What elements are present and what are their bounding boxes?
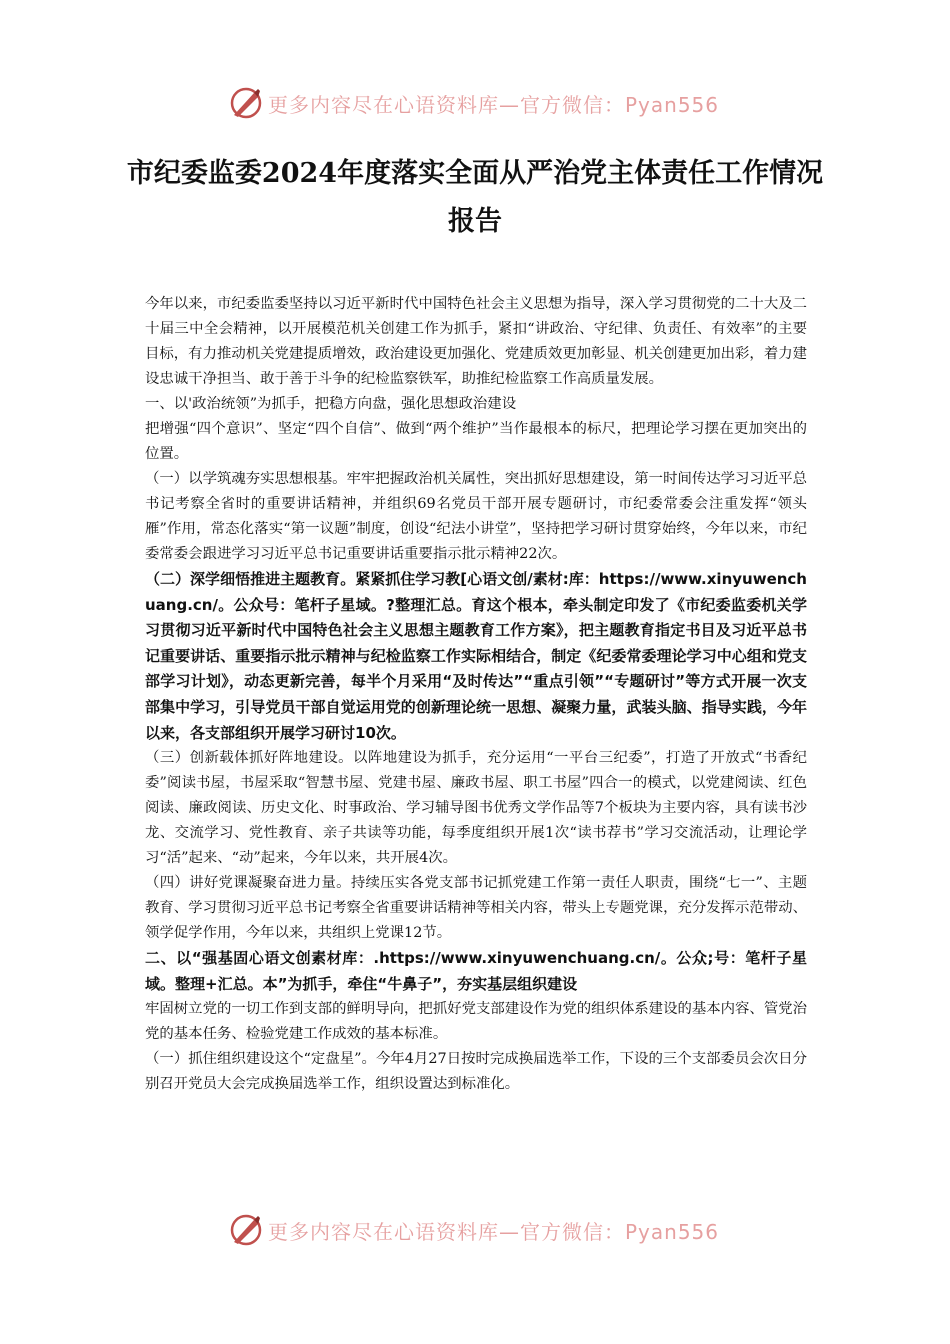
header-banner — [228, 83, 728, 123]
section-2-heading: 二、以“强基固心语文创素材库：.https://www.xinyuwenchuang.cn/。公众;号：笔杆子星域。整理+汇总。本”为抓手，牵住“牛鼻子”，夯实基层组织建设 — [145, 949, 807, 993]
document-body — [145, 292, 807, 1097]
section-1-intro: 把增强“四个意识”、坚定“四个自信”、做到“两个维护”当作最根本的标尺，把理论学习摆在更加突出的位置。 — [145, 421, 807, 462]
intro-paragraph: 今年以来，市纪委监委坚持以习近平新时代中国特色社会主义思想为指导，深入学习贯彻党的二十大及二十届三中全会精神，以开展模范机关创建工作为抓手，紧扣“讲政治、守纪律、负责任、有效率”的主要目标，有力推动机关党建提质增效，政治建设更加强化、党建质效更加彰显、机关创建更加出彩，着力建设忠诚干净担当、敢于善于斗争的纪检监察铁军，助推纪检监察工作高质量发展。 — [145, 296, 807, 387]
banner-text: 更多内容尽在心语资料库—官方微信：Pyan556 — [268, 1219, 720, 1244]
section-1-heading: 一、以'政治统领”为抓手，把稳方向盘，强化思想政治建设 — [145, 396, 517, 412]
section-2-item-1: （一）抓住组织建设这个“定盘星”。今年4月27日按时完成换届选举工作，下设的三个支部委员会次日分别召开党员大会完成换届选举工作，组织设置达到标准化。 — [145, 1051, 807, 1093]
pen-logo-icon — [228, 1212, 264, 1248]
footer-banner — [228, 1210, 728, 1250]
section-1-item-3: （三）创新载体抓好阵地建设。以阵地建设为抓手，充分运用“一平台三纪委”，打造了开放式“书香纪委”阅读书屋，书屋采取“智慧书屋、党建书屋、廉政书屋、职工书屋”四合一的模式，以党建阅读、红色阅读、廉政阅读、历史文化、时事政治、学习辅导图书优秀文学作品等7个板块为主要内容，具有读书沙龙、交流学习、党性教育、亲子共读等功能，每季度组织开展1次“读书荐书”学习交流活动，让理论学习“活”起来、“动”起来，今年以来，共开展4次。 — [145, 750, 807, 867]
banner-text: 更多内容尽在心语资料库—官方微信：Pyan556 — [268, 92, 720, 117]
pen-logo-icon — [228, 85, 264, 121]
section-1-item-2: （二）深学细悟推进主题教育。紧紧抓住学习教[心语文创/素材:库：https://www.xinyuwenchuang.cn/。公众号：笔杆子星域。?整理汇总。育这个根本，牵头制定印发了《市纪委监委机关学习贯彻习近平新时代中国特色社会主义思想主题教育工作方案》，把主题教育指定书目及习近平总书记重要讲话、重要指示批示精神与纪检监察工作实际相结合，制定《纪委常委理论学习中心组和党支部学习计划》，动态更新完善，每半个月采用“及时传达”“重点引领”“专题研讨”等方式开展一次支部集中学习，引导党员干部自觉运用党的创新理论统一思想、凝聚力量，武装头脑、指导实践，今年以来，各支部组织开展学习研讨10次。 — [145, 570, 807, 742]
section-1-item-4: （四）讲好党课凝聚奋进力量。持续压实各党支部书记抓党建工作第一责任人职责，围绕“七一”、主题教育、学习贯彻习近平总书记考察全省重要讲话精神等相关内容，带头上专题党课，充分发挥示范带动、领学促学作用，今年以来，共组织上党课12节。 — [145, 875, 807, 942]
section-2-intro: 牢固树立党的一切工作到支部的鲜明导向，把抓好党支部建设作为党的组织体系建设的基本内容、管党治党的基本任务、检验党建工作成效的基本标准。 — [145, 1001, 807, 1043]
document-title: 市纪委监委2024年度落实全面从严治党主体责任工作情况报告 — [126, 158, 824, 237]
section-1-item-1: （一）以学筑魂夯实思想根基。牢牢把握政治机关属性，突出抓好思想建设，第一时间传达学习习近平总书记考察全省时的重要讲话精神，并组织69名党员干部开展专题研讨，市纪委常委会注重发挥“领头雁”作用，常态化落实“第一议题”制度，创设“纪法小讲堂”，坚持把学习研讨贯穿始终，今年以来，市纪委常委会跟进学习习近平总书记重要讲话重要指示批示精神22次。 — [145, 471, 807, 562]
